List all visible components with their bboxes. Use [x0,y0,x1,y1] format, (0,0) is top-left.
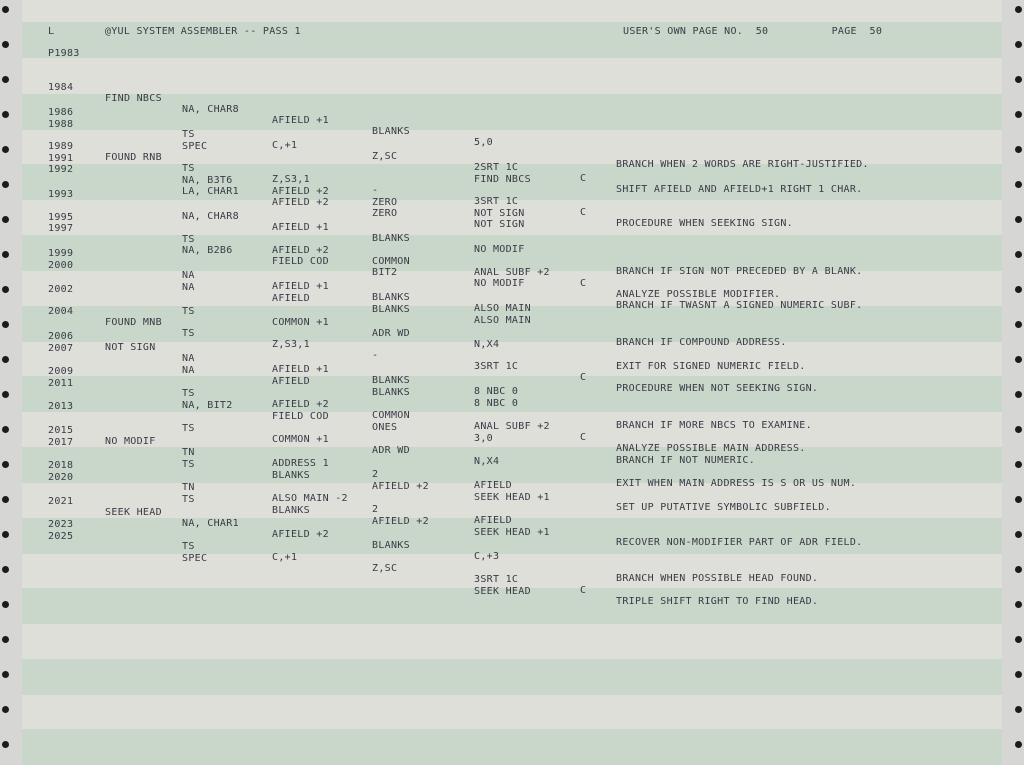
feed-hole [1015,706,1022,713]
feed-hole [2,741,9,748]
seq-number: 1988 [48,119,74,130]
comment: PROCEDURE WHEN NOT SEEKING SIGN. [616,383,819,394]
operation: NA, B3T6 [182,175,233,186]
address-field: ALSO MAIN -2 [272,493,348,504]
address-field: ADDRESS 1 [272,458,329,469]
address-field: BLANKS [272,505,310,516]
operation: TS [182,306,195,317]
comment: BRANCH IF MORE NBCS TO EXAMINE. [616,420,812,431]
code-field: AFIELD [474,515,512,526]
location-label: FIND NBCS [105,93,162,104]
feed-hole [1015,146,1022,153]
address-field: Z,S3,1 [272,339,310,350]
feed-hole [1015,671,1022,678]
address-field: AFIELD +1 [272,115,329,126]
address-field: BLANKS [272,470,310,481]
comment: BRANCH WHEN 2 WORDS ARE RIGHT-JUSTIFIED. [616,159,869,170]
seq-number: 1989 [48,141,74,152]
comment: ANALYZE POSSIBLE MAIN ADDRESS. [616,443,806,454]
comment: BRANCH WHEN POSSIBLE HEAD FOUND. [616,573,819,584]
location-label: FOUND RNB [105,152,162,163]
seq-number: 2000 [48,260,74,271]
modifier-field: BLANKS [372,387,410,398]
operation: TS [182,129,195,140]
seq-number: 2018 [48,460,74,471]
comment: EXIT FOR SIGNED NUMERIC FIELD. [616,361,806,372]
comment: ANALYZE POSSIBLE MODIFIER. [616,289,781,300]
code-field: SEEK HEAD [474,586,531,597]
comment: SET UP PUTATIVE SYMBOLIC SUBFIELD. [616,502,831,513]
code-field: NO MODIF [474,278,525,289]
code-field: SEEK HEAD +1 [474,527,550,538]
modifier-field: BLANKS [372,540,410,551]
feed-hole [1015,321,1022,328]
code-field: NOT SIGN [474,219,525,230]
operation: TN [182,447,195,458]
modifier-field: BLANKS [372,375,410,386]
address-field: AFIELD [272,376,310,387]
code-field: NOT SIGN [474,208,525,219]
modifier-field: BIT2 [372,267,398,278]
modifier-field: 2 [372,469,379,480]
address-field: Z,S3,1 [272,174,310,185]
operation: TS [182,328,195,339]
modifier-field: ADR WD [372,328,410,339]
code-field: C,+3 [474,551,500,562]
code-field: FIND NBCS [474,174,531,185]
operation: NA [182,365,195,376]
seq-number: 1997 [48,223,74,234]
feed-hole [1015,41,1022,48]
comment: PROCEDURE WHEN SEEKING SIGN. [616,218,793,229]
modifier-field: COMMON [372,256,410,267]
address-field: AFIELD +1 [272,364,329,375]
seq-number: 2009 [48,366,74,377]
header-sub: P1983 [48,48,80,59]
feed-hole [1015,216,1022,223]
modifier-field: ADR WD [372,445,410,456]
feed-hole [1015,181,1022,188]
seq-number: 1984 [48,82,74,93]
operation: TS [182,423,195,434]
feed-hole [2,636,9,643]
address-field: C,+1 [272,140,298,151]
operation: NA, B2B6 [182,245,233,256]
seq-number: 2015 [48,425,74,436]
feed-hole [1015,286,1022,293]
seq-number: 2023 [48,519,74,530]
operation: NA [182,270,195,281]
code-field: 8 NBC 0 [474,386,519,397]
location-label: FOUND MNB [105,317,162,328]
feed-hole [1015,531,1022,538]
code-field: 3SRT 1C [474,574,519,585]
comment: EXIT WHEN MAIN ADDRESS IS S OR US NUM. [616,478,857,489]
operation: TS [182,234,195,245]
comment: RECOVER NON-MODIFIER PART OF ADR FIELD. [616,537,863,548]
comment: BRANCH IF TWASNT A SIGNED NUMERIC SUBF. [616,300,863,311]
address-field: AFIELD +1 [272,222,329,233]
location-label: SEEK HEAD [105,507,162,518]
code-field: 3,0 [474,433,493,444]
address-field: COMMON +1 [272,434,329,445]
seq-number: 1999 [48,248,74,259]
feed-hole [1015,636,1022,643]
code-field: SEEK HEAD +1 [474,492,550,503]
seq-number: 2017 [48,437,74,448]
seq-number: 2007 [48,343,74,354]
seq-number: 2025 [48,531,74,542]
feed-hole [2,41,9,48]
operation: TS [182,541,195,552]
card-flag: C [580,207,587,218]
operation: SPEC [182,141,208,152]
seq-number: 2013 [48,401,74,412]
code-field: NO MODIF [474,244,525,255]
code-field: N,X4 [474,339,500,350]
code-field: 3SRT 1C [474,196,519,207]
modifier-field: BLANKS [372,233,410,244]
feed-hole [2,671,9,678]
card-flag: C [580,372,587,383]
seq-number: 2020 [48,472,74,483]
code-field: 2SRT 1C [474,162,519,173]
seq-number: 2002 [48,284,74,295]
code-field: ANAL SUBF +2 [474,421,550,432]
modifier-field: - [372,185,379,196]
operation: NA, CHAR8 [182,104,239,115]
address-field: FIELD COD [272,411,329,422]
feed-hole [1015,6,1022,13]
printout-page [22,0,1002,749]
seq-number: 1991 [48,153,74,164]
feed-hole [1015,461,1022,468]
modifier-field: COMMON [372,410,410,421]
code-field: AFIELD [474,480,512,491]
feed-hole [2,706,9,713]
modifier-field: ZERO [372,208,398,219]
seq-number: 1993 [48,189,74,200]
code-field: N,X4 [474,456,500,467]
code-field: ALSO MAIN [474,315,531,326]
operation: NA, CHAR1 [182,518,239,529]
modifier-field: ONES [372,422,398,433]
modifier-field: Z,SC [372,151,398,162]
feed-hole [2,6,9,13]
card-flag: C [580,173,587,184]
operation: SPEC [182,553,208,564]
seq-number: 1986 [48,107,74,118]
comment: BRANCH IF SIGN NOT PRECEDED BY A BLANK. [616,266,863,277]
seq-number: 2021 [48,496,74,507]
header-right: USER'S OWN PAGE NO. 50 PAGE 50 [623,26,883,37]
address-field: AFIELD +2 [272,399,329,410]
comment: TRIPLE SHIFT RIGHT TO FIND HEAD. [616,596,819,607]
code-field: 3SRT 1C [474,361,519,372]
address-field: AFIELD +1 [272,281,329,292]
modifier-field: BLANKS [372,304,410,315]
comment: BRANCH IF NOT NUMERIC. [616,455,756,466]
seq-number: 2006 [48,331,74,342]
card-flag: C [580,585,587,596]
feed-hole [1015,76,1022,83]
feed-hole [1015,391,1022,398]
seq-number: 2004 [48,306,74,317]
address-field: AFIELD +2 [272,529,329,540]
card-flag: C [580,278,587,289]
address-field: FIELD COD [272,256,329,267]
green-bar [22,729,1002,765]
feed-hole [1015,601,1022,608]
operation: NA, CHAR8 [182,211,239,222]
seq-number: 1992 [48,164,74,175]
address-field: AFIELD +2 [272,186,329,197]
modifier-field: ZERO [372,197,398,208]
operation: NA [182,353,195,364]
feed-hole [1015,741,1022,748]
address-field: COMMON +1 [272,317,329,328]
location-label: NOT SIGN [105,342,156,353]
card-flag: C [580,432,587,443]
modifier-field: Z,SC [372,563,398,574]
operation: LA, CHAR1 [182,186,239,197]
operation: TS [182,494,195,505]
modifier-field: - [372,350,379,361]
green-bar [22,659,1002,695]
operation: NA [182,282,195,293]
operation: TN [182,482,195,493]
green-bar [22,94,1002,130]
feed-hole [1015,426,1022,433]
feed-hole [1015,111,1022,118]
comment: SHIFT AFIELD AND AFIELD+1 RIGHT 1 CHAR. [616,184,863,195]
address-field: C,+1 [272,552,298,563]
operation: NA, BIT2 [182,400,233,411]
feed-hole [1015,496,1022,503]
address-field: AFIELD [272,293,310,304]
operation: TS [182,163,195,174]
seq-number: 2011 [48,378,74,389]
seq-number: 1995 [48,212,74,223]
code-field: ALSO MAIN [474,303,531,314]
feed-hole [1015,566,1022,573]
modifier-field: AFIELD +2 [372,516,429,527]
code-field: ANAL SUBF +2 [474,267,550,278]
location-label: NO MODIF [105,436,156,447]
address-field: AFIELD +2 [272,197,329,208]
feed-hole [1015,356,1022,363]
operation: TS [182,459,195,470]
address-field: AFIELD +2 [272,245,329,256]
operation: TS [182,388,195,399]
header-left: L @YUL SYSTEM ASSEMBLER -- PASS 1 [48,26,301,37]
code-field: 5,0 [474,137,493,148]
feed-hole [1015,251,1022,258]
modifier-field: BLANKS [372,126,410,137]
code-field: 8 NBC 0 [474,398,519,409]
modifier-field: BLANKS [372,292,410,303]
modifier-field: 2 [372,504,379,515]
modifier-field: AFIELD +2 [372,481,429,492]
comment: BRANCH IF COMPOUND ADDRESS. [616,337,787,348]
